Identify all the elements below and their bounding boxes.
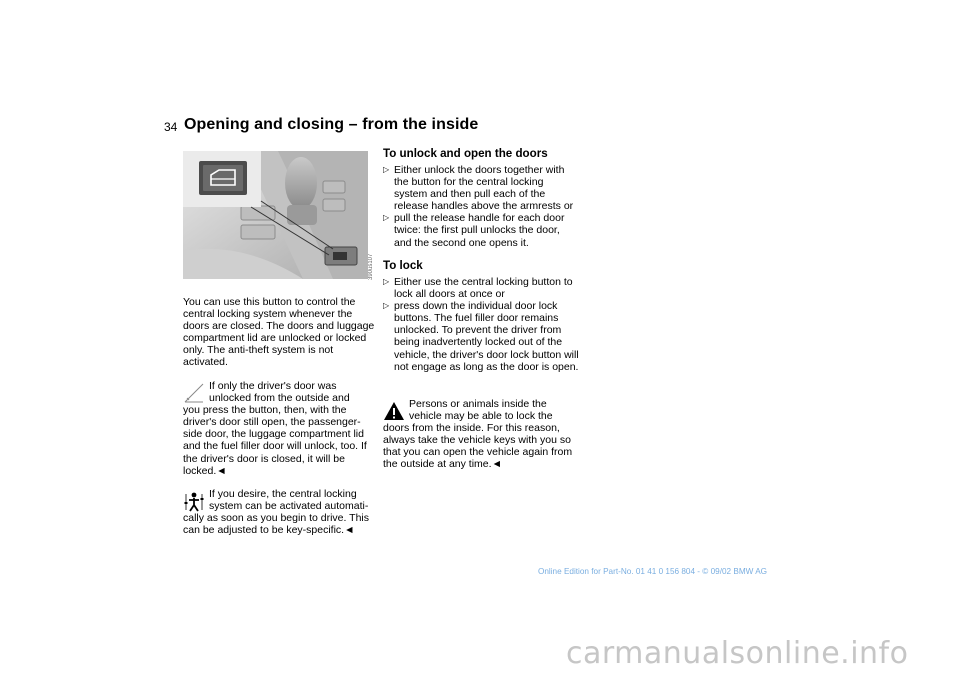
warning-icon bbox=[383, 400, 405, 422]
center-console-photo bbox=[183, 151, 368, 279]
warning-first-line: Persons or animals inside the vehicle may be able to lock the bbox=[409, 398, 553, 423]
tip-continued: cally as soon as you begin to drive. This can be adjusted to be key-specific.◄ bbox=[183, 512, 369, 537]
lock-list bbox=[383, 276, 579, 373]
watermark: carmanualsonline.info bbox=[566, 636, 909, 671]
note-first-line: If only the driver's door was unlocked from the outside and bbox=[209, 380, 350, 405]
warning-paragraph bbox=[383, 398, 579, 471]
page-number: 34 bbox=[164, 120, 178, 134]
lock-heading: To lock bbox=[383, 259, 423, 272]
tip-paragraph bbox=[183, 488, 375, 536]
unlock-heading: To unlock and open the doors bbox=[383, 147, 548, 160]
list-item: ▷ press down the individual door lock buttons. The fuel filler door remains unlocked. To prevent the driver from being inadvertently locked out of the vehicle, the driver's door lock button will not engage as long as the door is open. bbox=[383, 300, 579, 373]
footer-edition: Online Edition for Part-No. 01 41 0 156 804 - © 09/02 BMW AG bbox=[538, 567, 768, 576]
person-settings-icon bbox=[183, 490, 205, 512]
list-item: ▷ Either unlock the doors together with the button for the central locking system and then pull each of the release handles above the armrests or bbox=[383, 164, 579, 212]
list-item: ▷ Either use the central locking button to lock all doors at once or bbox=[383, 276, 579, 300]
page-title: Opening and closing – from the inside bbox=[184, 116, 479, 133]
list-item: ▷ pull the release handle for each door twice: the first pull unlocks the door, and the second one opens it. bbox=[383, 212, 579, 248]
note-icon bbox=[183, 382, 205, 404]
note-continued: you press the button, then, with the driver's door still open, the passenger-side door, the luggage compartment lid and the fuel filler door will unlock, too. If the driver's door is closed, it will be locked.◄ bbox=[183, 404, 367, 477]
center-console-illustration bbox=[183, 151, 368, 279]
warning-continued: doors from the inside. For this reason, always take the vehicle keys with you so that you can open the vehicle again from the outside at any time.◄ bbox=[383, 422, 573, 471]
tip-first-line: If you desire, the central locking system can be activated automati- bbox=[209, 488, 369, 513]
photo-code: 390us107 bbox=[368, 253, 374, 280]
unlock-list bbox=[383, 164, 579, 249]
note-paragraph bbox=[183, 380, 375, 477]
intro-paragraph: You can use this button to control the central locking system whenever the doors are closed. The doors and luggage compartment lid are unlocked or locked only. The anti-theft system is not activated. bbox=[183, 296, 375, 369]
